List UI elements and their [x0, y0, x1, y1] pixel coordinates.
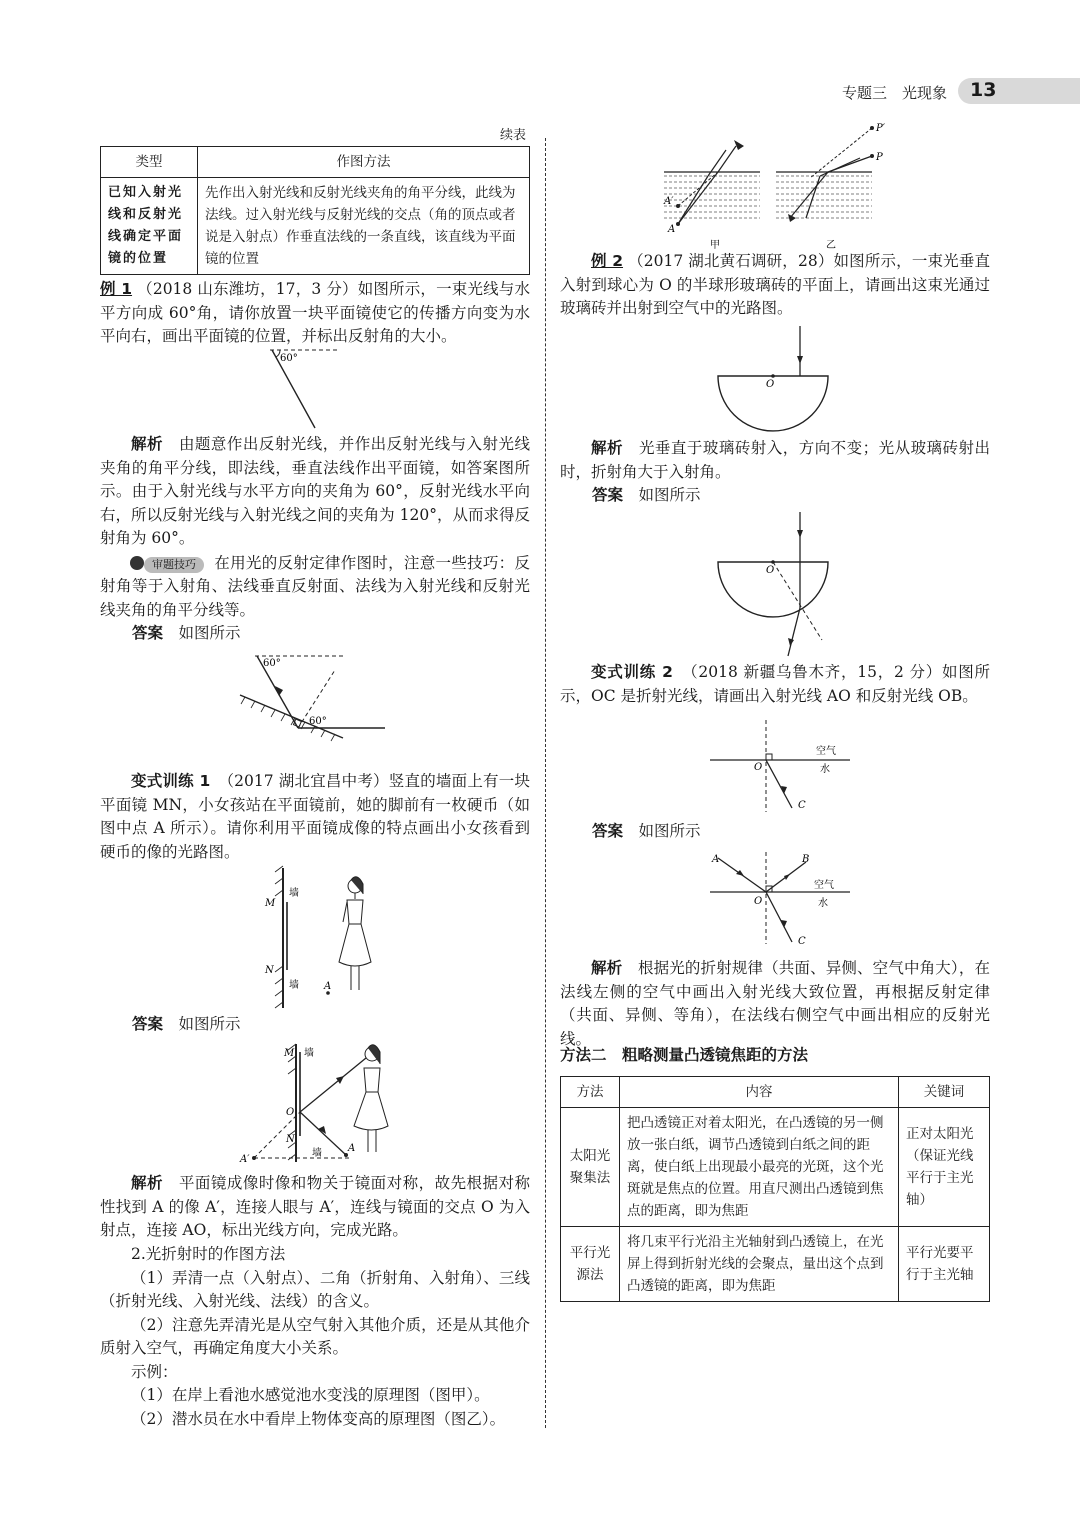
table-row: [561, 1227, 990, 1302]
point-c-label: C: [798, 936, 806, 947]
point-a-prime-label: A′: [240, 1154, 250, 1165]
wall-label-bottom: 墙: [289, 980, 299, 991]
example-1-answer-figure: [235, 650, 395, 742]
analysis-label: 解析: [131, 1174, 163, 1192]
example-2-answer-figure: [710, 508, 836, 658]
page-number: 13: [970, 79, 997, 101]
variation-2-answer-line: [592, 820, 701, 844]
section-point-2: （2）注意先弄清光是从空气射入其他介质，还是从其他介质射入空气，再确定角度大小关系。: [100, 1315, 530, 1357]
refraction-diagrams: [660, 118, 900, 250]
analysis-text: 由题意作出反射光线，并作出反射光线与入射光线夹角的角平分线，即法线，垂直法线作出平面镜，如答案图所示。由于入射光线与水平方向的夹角为 60°，反射光线水平向右，所以反射光线与入射光线之间的夹角为 120°，从而求得反射角为 60°。: [100, 435, 530, 547]
wall-label-top: 墙: [289, 888, 299, 899]
variation-2: [560, 661, 990, 708]
table-header-type: 类型: [101, 147, 198, 178]
example-2-label: 例 2: [591, 252, 624, 270]
variation-1-figure: [255, 862, 385, 1012]
table-row: [561, 1108, 990, 1227]
example-1-label: 例 1: [100, 280, 133, 298]
focal-length-table: [560, 1076, 990, 1302]
section-title: 2.光折射时的作图方法: [131, 1245, 286, 1263]
table-header-method: 作图方法: [198, 147, 530, 178]
point-a-label: A: [324, 981, 332, 992]
answer-text: 如图所示: [178, 1015, 241, 1033]
section-refraction: [100, 1243, 530, 1431]
row-content: 把凸透镜正对着太阳光，在凸透镜的另一侧放一张白纸，调节凸透镜到白纸之间的距离，使白纸上出现最小最亮的光斑，这个光斑就是焦点的位置。用直尺测出凸透镜到焦点的距离，即为焦距: [620, 1108, 899, 1227]
point-b-label: B: [802, 854, 810, 865]
wall-label-top: 墙: [304, 1048, 314, 1059]
analysis-label: 解析: [591, 439, 623, 457]
point-n-label: N: [286, 1134, 295, 1145]
section-example-1: （1）在岸上看池水感觉池水变浅的原理图（图甲）。: [131, 1386, 490, 1404]
row-keyword: 正对太阳光（保证光线平行于主光轴）: [899, 1108, 990, 1227]
point-n-label: N: [265, 965, 274, 976]
normal-dashed: [773, 562, 822, 640]
variation-2-text: [560, 661, 990, 708]
center-o-label: O: [766, 379, 775, 390]
point-a-label: A: [712, 854, 720, 865]
variation-1-label: 变式训练 1: [131, 772, 211, 790]
water-label: 水: [818, 898, 828, 909]
tip-badge: 审题技巧: [144, 557, 204, 573]
header-content: 内容: [620, 1077, 899, 1108]
variation-1: [100, 770, 530, 864]
angle-label: 60°: [280, 353, 298, 364]
answer-label: 答案: [132, 624, 164, 642]
example-1-text: [100, 278, 530, 349]
example-2-figure: [710, 322, 836, 448]
point-a-prime-label: A′: [664, 196, 674, 207]
answer-label: 答案: [592, 486, 624, 504]
answer-label: 答案: [592, 822, 624, 840]
analysis-text: 根据光的折射规律（共面、异侧、空气中角大），在法线左侧的空气中画出入射光线大致位置，再根据反射定律（共面、异侧、等角），在法线右侧空气中画出相应的反射光线。: [560, 959, 990, 1048]
analysis-paragraph: [560, 437, 990, 484]
variation-2-label: 变式训练 2: [591, 663, 673, 681]
point-a-label: A: [348, 1143, 356, 1154]
tip-text: 在用光的反射定律作图时，注意一些技巧：反射角等于入射角、法线垂直反射面、法线为入射光线和反射光线夹角的角平分线等。: [100, 553, 530, 619]
analysis-paragraph: [560, 957, 990, 1051]
diagram-jia-label: 甲: [710, 240, 720, 251]
row-content: 将几束平行光沿主光轴射到凸透镜上，在光屏上得到折射光线的会聚点，量出这个点到凸透镜的距离，即为焦距: [620, 1227, 899, 1302]
example-1-figure: [260, 348, 350, 432]
variation-1-text: [100, 770, 530, 864]
tip-paragraph: [100, 552, 530, 623]
row-keyword: 平行光要平行于主光轴: [899, 1227, 990, 1302]
header-topic: 专题三 光现象: [842, 84, 948, 102]
analysis-paragraph: [100, 1172, 530, 1243]
row-method: 平行光源法: [561, 1227, 620, 1302]
variation-1-answer-figure: [232, 1038, 402, 1168]
point-p-prime-label: P′: [876, 123, 885, 134]
example-1-question: （2018 山东潍坊，17，3 分）如图所示，一束光线与水平方向成 60°角，请你放置一块平面镜使它的传播方向变为水平向右，画出平面镜的位置，并标出反射角的大小。: [100, 280, 530, 345]
analysis-paragraph: [100, 433, 530, 551]
angle-label-top: 60°: [263, 658, 281, 669]
section-point-1: （1）弄清一点（入射点）、二角（折射角、入射角）、三线（折射光线、入射光线、法线）的含义。: [100, 1268, 530, 1310]
example-2: [560, 250, 990, 321]
diagram-yi: [776, 123, 886, 251]
answer-line: [100, 622, 530, 646]
air-label: 空气: [814, 880, 834, 891]
point-o-label: O: [286, 1107, 295, 1118]
answer-paragraph: [592, 820, 701, 844]
analysis-text: 光垂直于玻璃砖射入，方向不变；光从玻璃砖射出时，折射角大于入射角。: [560, 439, 990, 481]
variation-2-analysis: [560, 957, 990, 1051]
reflection-method-table: [100, 146, 530, 275]
reflected-ray: [300, 1058, 366, 1112]
example-2-analysis: [560, 437, 990, 508]
center-o-label: O: [766, 565, 775, 576]
girl-figure: [339, 877, 371, 990]
variation-1-analysis: [100, 1172, 530, 1243]
answer-text: 如图所示: [638, 822, 701, 840]
air-label: 空气: [816, 746, 836, 757]
variation-2-question: （2018 新疆乌鲁木齐，15，2 分）如图所示，OC 是折射光线，请画出入射光线 AO 和反射光线 OB。: [560, 663, 990, 705]
diagram-yi-label: 乙: [826, 240, 836, 251]
point-o-label: O: [754, 762, 763, 773]
header-method: 方法: [561, 1077, 620, 1108]
mirror-line: [240, 695, 343, 738]
answer-paragraph: [132, 1013, 241, 1037]
answer-line: [560, 484, 990, 508]
point-p-label: P: [876, 152, 883, 163]
point-m-label: M: [265, 898, 276, 909]
incident-ray: [300, 1112, 346, 1155]
example-1: [100, 278, 530, 349]
row-method: 太阳光聚集法: [561, 1108, 620, 1227]
variation-2-answer-figure: [706, 848, 856, 948]
angle-label-reflection: 60°: [309, 716, 327, 727]
answer-label: 答案: [132, 1015, 164, 1033]
answer-text: 如图所示: [638, 486, 701, 504]
refracted-ray-oc: [766, 892, 792, 942]
section-example-label: 示例：: [131, 1362, 178, 1381]
table-cell-type: 已知入射光线和反射光线确定平面镜的位置: [101, 178, 198, 275]
answer-text: 如图所示: [178, 624, 241, 642]
variation-2-figure: [706, 716, 856, 816]
variation-1-answer-line: [132, 1013, 241, 1037]
section-example-2: （2）潜水员在水中看岸上物体变高的原理图（图乙）。: [131, 1409, 506, 1428]
page-header: [0, 78, 1080, 106]
refracted-ray-oc: [766, 760, 792, 808]
water-label: 水: [820, 764, 830, 775]
analysis-label: 解析: [131, 435, 163, 453]
table-continued-label: 续表: [500, 128, 527, 143]
girl-figure: [354, 1045, 388, 1152]
point-o-label: O: [754, 896, 763, 907]
column-divider: [545, 138, 546, 1428]
example-2-question: （2017 湖北黄石调研，28）如图所示，一束光垂直入射到球心为 O 的半球形玻璃砖的平面上，请画出这束光通过玻璃砖并出射到空气中的光路图。: [560, 252, 990, 317]
header-keyword: 关键词: [899, 1077, 990, 1108]
point-a-label: A: [668, 224, 676, 235]
tip-icon: [130, 556, 144, 570]
variation-1-question: （2017 湖北宜昌中考）竖直的墙面上有一块平面镜 MN，小女孩站在平面镜前，她的脚前有一枚硬币（如图中点 A 所示）。请你利用平面镜成像的特点画出小女孩看到硬币的像的光路图。: [100, 772, 530, 861]
analysis-label: 解析: [591, 959, 623, 977]
table-cell-method: 先作出入射光线和反射光线夹角的角平分线，此线为法线。过入射光线与反射光线的交点（角的顶点或者说是入射点）作垂直法线的一条直线，该直线为平面镜的位置: [198, 178, 530, 275]
point-c-label: C: [798, 800, 806, 811]
method-2-title: 方法二 粗略测量凸透镜焦距的方法: [560, 1046, 809, 1064]
diagram-jia: [663, 140, 760, 251]
example-2-text: [560, 250, 990, 321]
point-m-label: M: [284, 1048, 295, 1059]
wall-label-bottom: 墙: [312, 1148, 322, 1159]
analysis-text: 平面镜成像时像和物关于镜面对称，故先根据对称性找到 A 的像 A′，连接人眼与 A′，连线与镜面的交点 O 为入射点，连接 AO，标出光线方向，完成光路。: [100, 1174, 530, 1239]
example-1-analysis: [100, 433, 530, 646]
